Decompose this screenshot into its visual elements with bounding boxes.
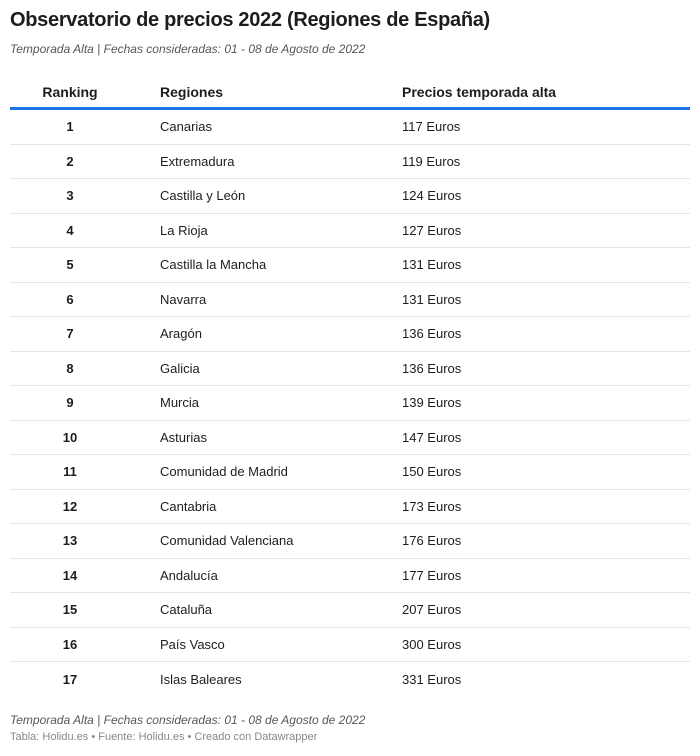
table-footer: Tabla: Holidu.es • Fuente: Holidu.es • Creado con Datawrapper <box>10 731 318 743</box>
region-cell: Cantabria <box>160 498 217 514</box>
price-cell: 176 Euros <box>402 533 462 549</box>
region-cell: Galicia <box>160 360 200 376</box>
rank-cell: 1 <box>66 119 74 135</box>
table-row <box>10 421 690 456</box>
region-cell: País Vasco <box>160 636 225 652</box>
region-cell: Aragón <box>160 326 202 342</box>
price-cell: 131 Euros <box>402 291 462 307</box>
price-cell: 150 Euros <box>402 464 462 480</box>
price-cell: 136 Euros <box>402 360 462 376</box>
table-notes: Temporada Alta | Fechas consideradas: 01 - 08 de Agosto de 2022 <box>10 713 366 727</box>
price-cell: 177 Euros <box>402 567 462 583</box>
region-cell: Castilla y León <box>160 188 246 204</box>
region-cell: Canarias <box>160 119 213 135</box>
region-cell: Asturias <box>160 429 207 445</box>
subtitle: Temporada Alta | Fechas consideradas: 01 - 08 de Agosto de 2022 <box>10 42 366 56</box>
price-cell: 207 Euros <box>402 602 462 618</box>
table-row <box>10 214 690 249</box>
table-row <box>10 317 690 352</box>
rank-cell: 16 <box>62 636 78 652</box>
price-cell: 331 Euros <box>402 671 462 687</box>
price-cell: 147 Euros <box>402 429 462 445</box>
rank-cell: 17 <box>62 671 78 687</box>
table-row <box>10 386 690 421</box>
region-cell: Comunidad Valenciana <box>160 533 294 549</box>
page-title: Observatorio de precios 2022 (Regiones de España) <box>10 9 490 31</box>
price-cell: 139 Euros <box>402 395 462 411</box>
price-cell: 127 Euros <box>402 222 462 238</box>
rank-cell: 3 <box>66 188 74 204</box>
region-cell: Comunidad de Madrid <box>160 464 288 480</box>
table-row <box>10 145 690 180</box>
rank-cell: 14 <box>62 567 78 583</box>
header-regions[interactable]: Regiones <box>160 83 224 100</box>
region-cell: Navarra <box>160 291 207 307</box>
table-header <box>10 76 690 110</box>
rank-cell: 15 <box>62 602 78 618</box>
table-row <box>10 524 690 559</box>
region-cell: Castilla la Mancha <box>160 257 267 273</box>
header-price[interactable]: Precios temporada alta <box>402 83 557 100</box>
region-cell: Extremadura <box>160 153 235 169</box>
price-cell: 119 Euros <box>402 153 461 169</box>
table-row <box>10 490 690 525</box>
rank-cell: 6 <box>66 291 74 307</box>
table-row <box>10 628 690 663</box>
table-row <box>10 455 690 490</box>
rank-cell: 10 <box>62 429 78 445</box>
table-row <box>10 179 690 214</box>
rank-cell: 5 <box>66 257 74 273</box>
region-cell: Andalucía <box>160 567 218 583</box>
price-table <box>10 76 690 697</box>
rank-cell: 2 <box>66 153 74 169</box>
table-row <box>10 593 690 628</box>
table-body <box>10 110 690 697</box>
table-row <box>10 352 690 387</box>
price-cell: 136 Euros <box>402 326 462 342</box>
table-row <box>10 110 690 145</box>
rank-cell: 11 <box>63 464 77 480</box>
price-cell: 131 Euros <box>402 257 462 273</box>
region-cell: La Rioja <box>160 222 208 238</box>
rank-cell: 13 <box>62 533 78 549</box>
rank-cell: 12 <box>62 498 78 514</box>
table-row <box>10 662 690 697</box>
table-row <box>10 248 690 283</box>
rank-cell: 8 <box>66 360 74 376</box>
region-cell: Murcia <box>160 395 200 411</box>
price-cell: 300 Euros <box>402 636 462 652</box>
rank-cell: 4 <box>66 222 74 238</box>
header-ranking[interactable]: Ranking <box>42 83 98 100</box>
price-cell: 173 Euros <box>402 498 462 514</box>
table-row <box>10 283 690 318</box>
region-cell: Islas Baleares <box>160 671 242 687</box>
rank-cell: 7 <box>66 326 74 342</box>
table-row <box>10 559 690 594</box>
price-cell: 117 Euros <box>402 119 461 135</box>
region-cell: Cataluña <box>160 602 213 618</box>
rank-cell: 9 <box>66 395 74 411</box>
price-cell: 124 Euros <box>402 188 462 204</box>
